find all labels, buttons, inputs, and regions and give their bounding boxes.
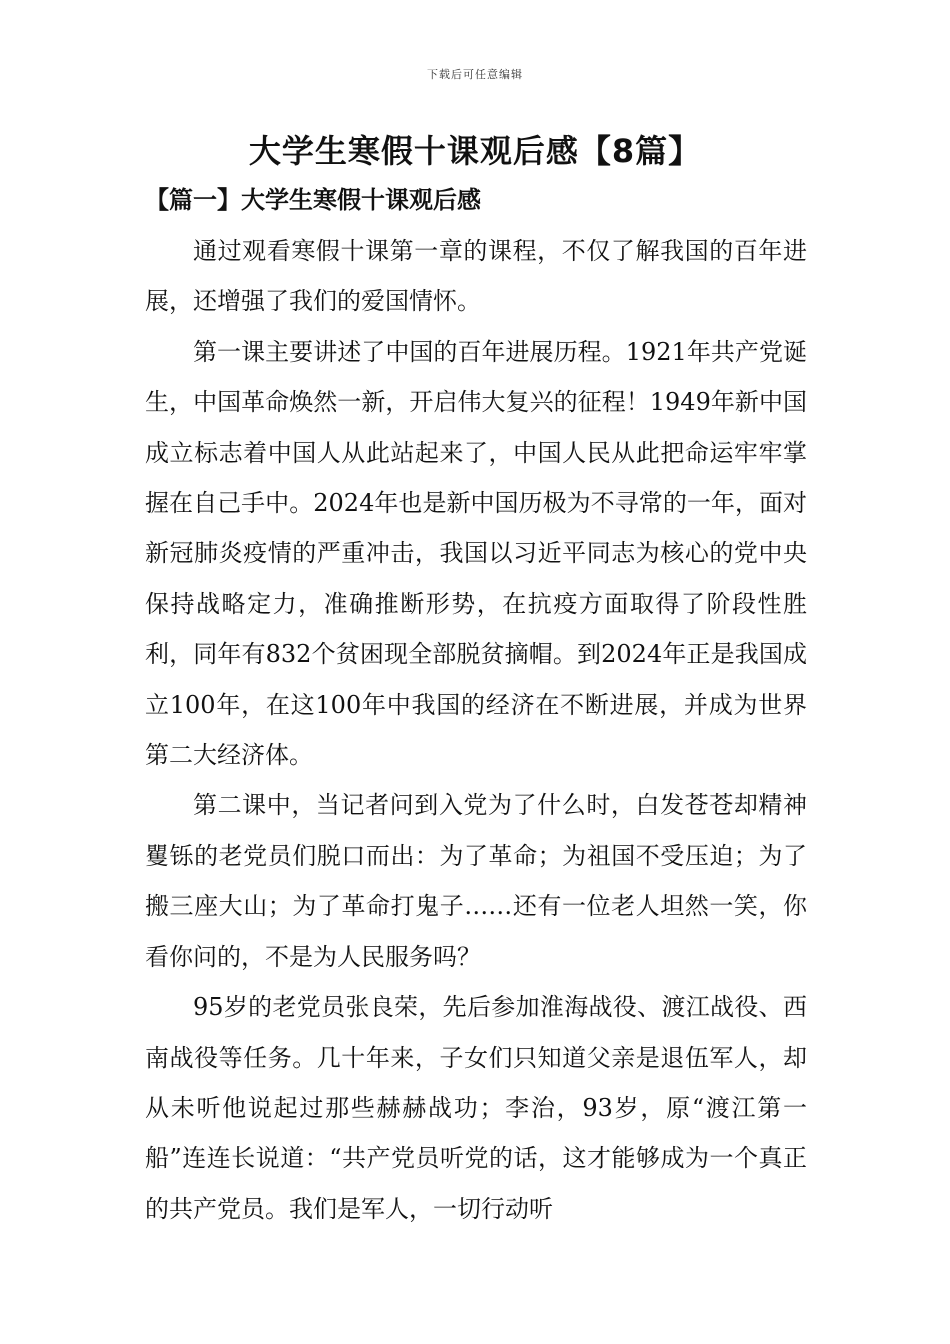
body-text <box>145 226 807 1234</box>
paragraph: 通过观看寒假十课第一章的课程，不仅了解我国的百年进展，还增强了我们的爱国情怀。 <box>145 237 807 316</box>
paragraph: 95岁的老党员张良荣，先后参加淮海战役、渡江战役、西南战役等任务。几十年来，子女们只知道父亲是退伍军人，却从未听他说起过那些赫赫战功；李治，93岁，原“渡江第一船”连连长说道：“共产党员听党的话，这才能够成为一个真正的共产党员。我们是军人，一切行动听 <box>145 993 807 1223</box>
paragraph: 第二课中，当记者问到入党为了什么时，白发苍苍却精神矍铄的老党员们脱口而出：为了革命；为祖国不受压迫；为了搬三座大山；为了革命打鬼子……还有一位老人坦然一笑，你看你问的，不是为人民服务吗？ <box>145 791 807 971</box>
section-heading: 【篇一】大学生寒假十课观后感 <box>145 185 481 214</box>
header-note: 下载后可任意编辑 <box>427 68 523 81</box>
paragraph: 第一课主要讲述了中国的百年进展历程。1921年共产党诞生，中国革命焕然一新，开启伟大复兴的征程！1949年新中国成立标志着中国人从此站起来了，中国人民从此把命运牢牢掌握在自己手中。2024年也是新中国历极为不寻常的一年，面对新冠肺炎疫情的严重冲击，我国以习近平同志为核心的党中央保持战略定力，准确推断形势，在抗疫方面取得了阶段性胜利，同年有832个贫困现全部脱贫摘帽。到2024年正是我国成立100年，在这100年中我国的经济在不断进展，并成为世界第二大经济体。 <box>145 337 807 770</box>
document-title: 大学生寒假十课观后感【8篇】 <box>248 132 702 170</box>
